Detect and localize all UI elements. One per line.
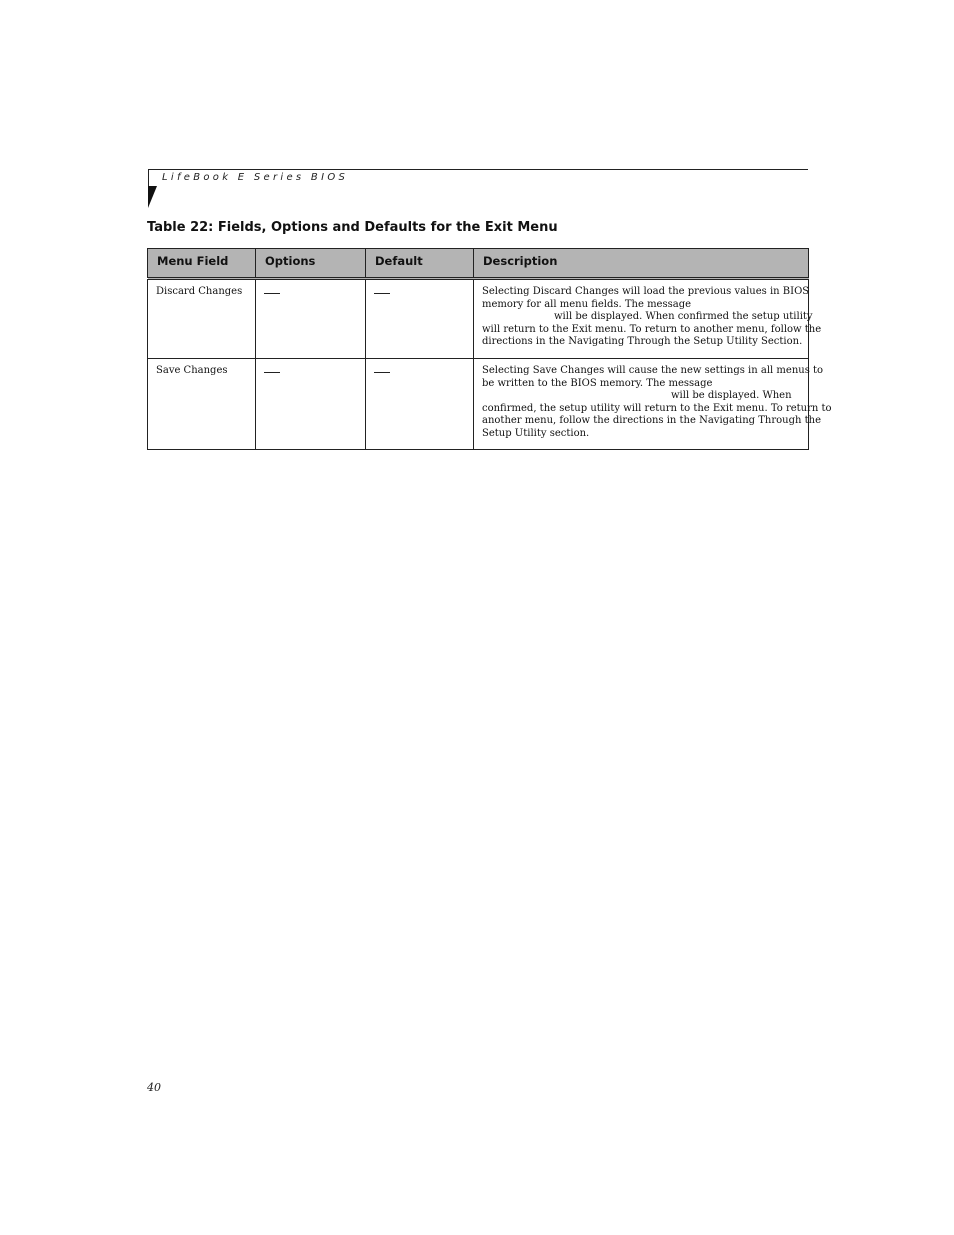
cell-menu-field: Save Changes — [148, 359, 256, 450]
page-number: 40 — [147, 1081, 161, 1094]
header-wedge-mark — [148, 186, 157, 208]
description-line: be written to the BIOS memory. The message — [482, 377, 713, 389]
cell-description — [474, 359, 832, 450]
column-header-options: Options — [256, 249, 366, 279]
empty-dash — [374, 372, 390, 373]
description-line: another menu, follow the directions in the Navigating Through the — [482, 415, 821, 426]
description-line: directions in the Navigating Through the Setup Utility Section. — [482, 336, 803, 347]
description-line: memory for all menu fields. The message — [482, 298, 692, 310]
cell-default — [366, 279, 474, 359]
empty-dash — [264, 293, 280, 294]
table-row — [148, 359, 809, 450]
description-line: will be displayed. When — [671, 390, 792, 401]
running-head: LifeBook E Series BIOS — [162, 172, 349, 183]
cell-options — [256, 359, 366, 450]
table-title: Table 22: Fields, Options and Defaults for the Exit Menu — [147, 220, 558, 235]
description-line: will return to the Exit menu. To return to another menu, follow the — [482, 323, 822, 335]
header-rule — [148, 169, 808, 170]
description-line: Selecting Save Changes will cause the new settings in all menus to — [482, 365, 824, 376]
description-line: Selecting Discard Changes will load the previous values in BIOS — [482, 286, 810, 297]
exit-menu-table — [147, 248, 832, 450]
description-line: Setup Utility section. — [482, 427, 590, 439]
table-row — [148, 279, 809, 359]
cell-menu-field: Discard Changes — [148, 279, 256, 359]
column-header-description: Description — [474, 249, 809, 279]
cell-description — [474, 279, 822, 359]
column-header-menu-field: Menu Field — [148, 249, 256, 279]
empty-dash — [374, 293, 390, 294]
description-line: will be displayed. When confirmed the setup utility — [554, 311, 813, 322]
description-line: confirmed, the setup utility will return to the Exit menu. To return to — [482, 402, 832, 414]
cell-default — [366, 359, 474, 450]
column-header-default: Default — [366, 249, 474, 279]
table-header-row — [148, 249, 809, 279]
empty-dash — [264, 372, 280, 373]
cell-options — [256, 279, 366, 359]
